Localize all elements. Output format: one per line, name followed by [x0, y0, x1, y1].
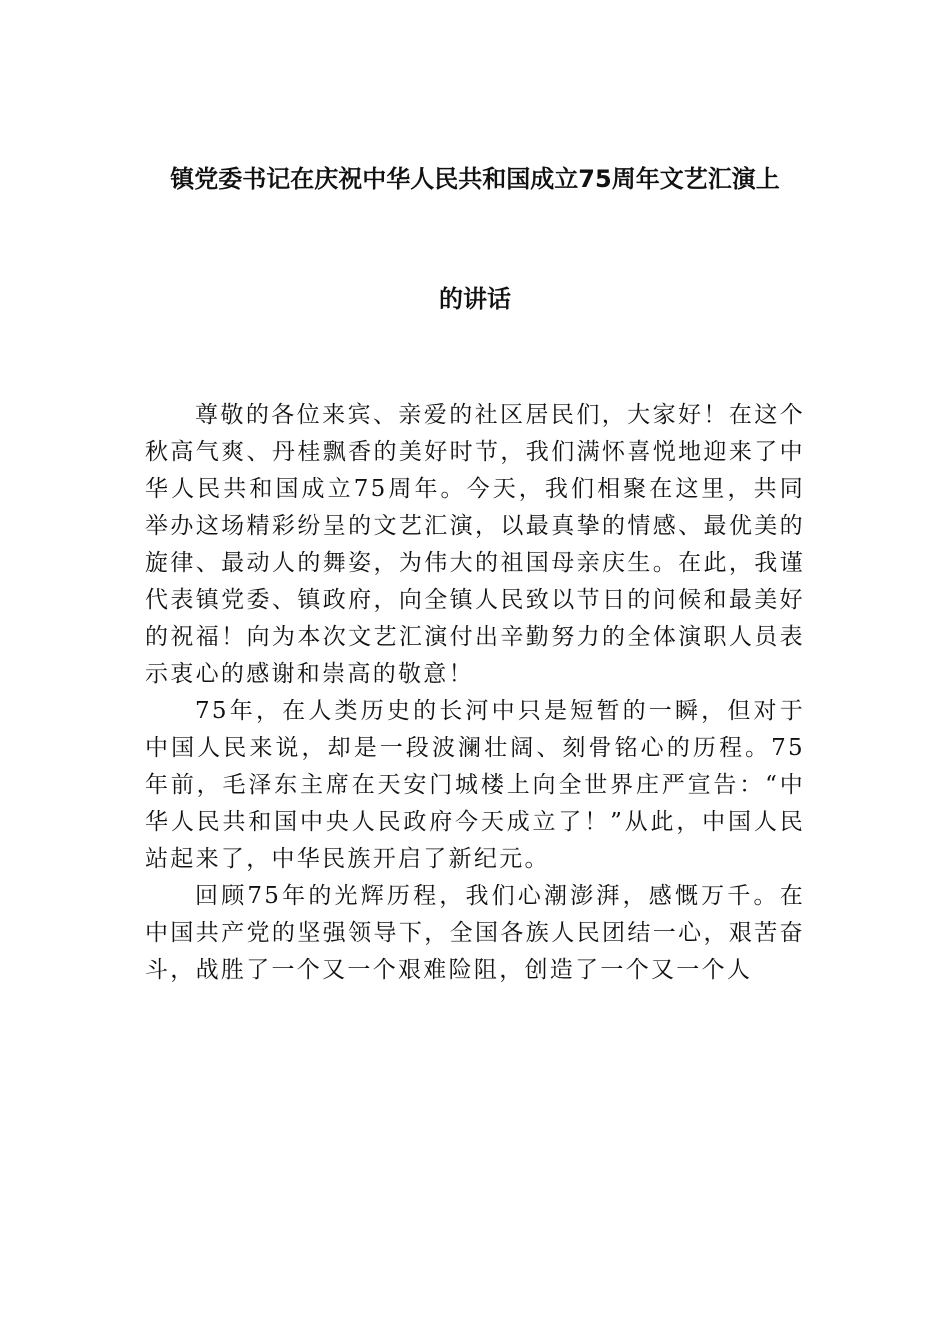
document-body	[145, 397, 805, 989]
paragraph-review: 回顾75年的光辉历程，我们心潮澎湃，感慨万千。在中国共产党的坚强领导下，全国各族人民团结一心，艰苦奋斗，战胜了一个又一个艰难险阻，创造了一个又一个人	[145, 883, 805, 983]
paragraph-history: 75年，在人类历史的长河中只是短暂的一瞬，但对于中国人民来说，却是一段波澜壮阔、刻骨铭心的历程。75年前，毛泽东主席在天安门城楼上向全世界庄严宣告：“中华人民共和国中央人民政府今天成立了！”从此，中国人民站起来了，中华民族开启了新纪元。	[145, 698, 805, 872]
document-title-line-1: 镇党委书记在庆祝中华人民共和国成立75周年文艺汇演上	[170, 165, 780, 193]
paragraph-greeting: 尊敬的各位来宾、亲爱的社区居民们，大家好！在这个秋高气爽、丹桂飘香的美好时节，我们满怀喜悦地迎来了中华人民共和国成立75周年。今天，我们相聚在这里，共同举办这场精彩纷呈的文艺汇演，以最真挚的情感、最优美的旋律、最动人的舞姿，为伟大的祖国母亲庆生。在此，我谨代表镇党委、镇政府，向全镇人民致以节日的问候和最美好的祝福！向为本次文艺汇演付出辛勤努力的全体演职人员表示衷心的感谢和崇高的敬意！	[145, 402, 805, 687]
document-title-line-2: 的讲话	[439, 285, 511, 313]
